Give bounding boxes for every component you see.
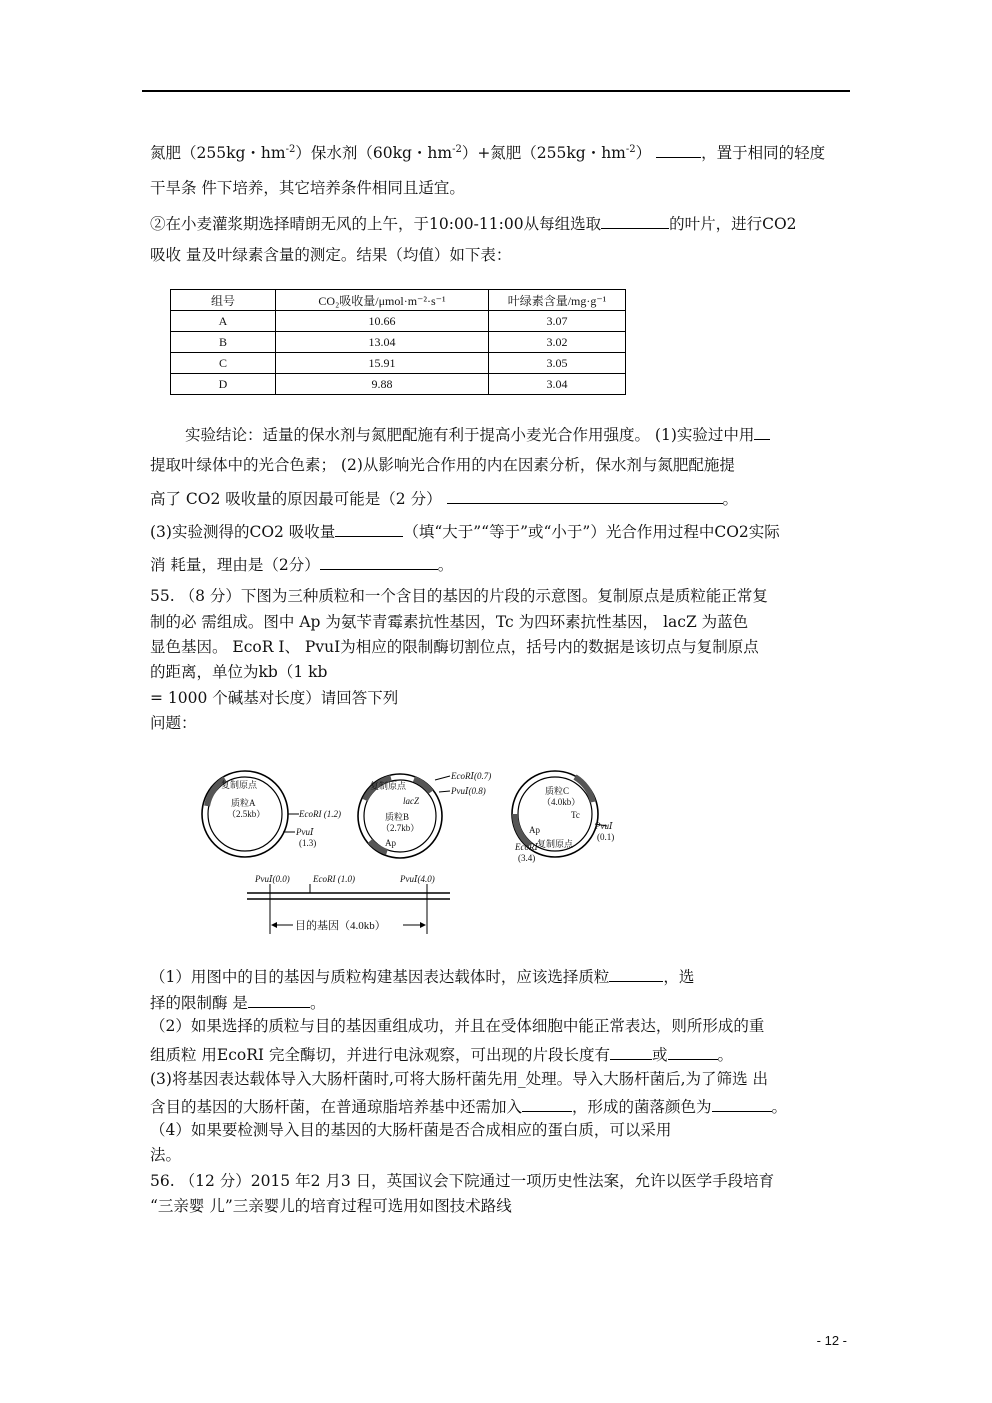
plasmid-b [358, 771, 491, 858]
table-header: 组号 [171, 290, 276, 311]
plasmid-c-ecori-pos: (3.4) [518, 853, 536, 863]
answer-blank[interactable] [609, 965, 663, 982]
text-line-15: 问题： [150, 714, 197, 732]
table-row: A 10.66 3.07 [171, 311, 626, 332]
gene-ecori: EcoRI (1.0) [313, 874, 355, 884]
text-line-9: 消 耗量，理由是（2分） 。 [150, 553, 453, 575]
text-line-4: 吸收 量及叶绿素含量的测定。结果（均值）如下表： [150, 246, 512, 264]
plasmid-a-pvui: PvuⅠ [296, 827, 314, 837]
plasmid-a-pvui-pos: (1.3) [299, 838, 317, 848]
plasmid-c-ecori: EcoRⅠ [515, 842, 539, 852]
text-line-13: 的距离，单位为kb（1 kb [150, 663, 328, 681]
text-line-5: 实验结论：适量的保水剂与氮肥配施有利于提高小麦光合作用强度。 (1)实验过中用 [185, 423, 770, 445]
table-header: 叶绿素含量/mg·g⁻¹ [489, 290, 626, 311]
answer-blank[interactable] [447, 487, 723, 504]
plasmid-c-size: （4.0kb） [542, 797, 581, 807]
answer-blank[interactable] [754, 423, 770, 440]
question-55-1: （1）用图中的目的基因与质粒构建基因表达载体时，应该选择质粒 ，选 [150, 965, 694, 987]
plasmid-a-ecori: EcoRI (1.2) [299, 809, 341, 819]
text-line-14: = 1000 个碱基对长度）请回答下列 [150, 689, 399, 707]
plasmid-a-name: 质粒A [231, 798, 256, 808]
text-line-1: 氮肥（255kg・$hm^{-2}$）保水剂（60kg・$hm^{-2})+$氮肥（255kg・$hm^{-2}$） ，置于相同的轻度 [150, 140, 825, 163]
answer-blank[interactable] [601, 212, 669, 229]
text-line-12: 显色基因。 EcoR Ⅰ、 PvuⅠ为相应的限制酶切割位点，括号内的数据是该切点与复制原点 [150, 638, 759, 656]
question-56-intro: 56. （12 分）2015 年2 月3 日，英国议会下院通过一项历史性法案，允许以医学手段培育 [150, 1172, 775, 1190]
text-line-3: ②在小麦灌浆期选择晴朗无风的上午，于10:00-11:00从每组选取 的叶片，进行CO2 [150, 212, 797, 234]
question-55-2: （2）如果选择的质粒与目的基因重组成功，并且在受体细胞中能正常表达，则所形成的重 [150, 1017, 765, 1035]
answer-blank[interactable] [522, 1095, 572, 1112]
question-55-1-cont: 择的限制酶 是 。 [150, 991, 325, 1013]
answer-blank[interactable] [712, 1095, 772, 1112]
table-row: C 15.91 3.05 [171, 353, 626, 374]
gene-pvui-end: PvuⅠ(4.0) [400, 874, 435, 884]
plasmid-c-name: 质粒C [545, 786, 570, 796]
text-line-2: 干旱条 件下培养，其它培养条件相同且适宜。 [150, 179, 465, 197]
table-row: D 9.88 3.04 [171, 374, 626, 395]
plasmid-b-pvui: PvuⅠ(0.8) [451, 786, 486, 796]
question-55-3-cont: 含目的基因的大肠杆菌，在普通琼脂培养基中还需加入 ，形成的菌落颜色为 。 [150, 1095, 787, 1117]
text-line-7: 高了 CO2 吸收量的原因最可能是（2 分） 。 [150, 487, 738, 509]
question-55-4-cont: 法。 [150, 1146, 182, 1164]
plasmid-diagram [195, 762, 635, 942]
question-55-3: (3)将基因表达载体导入大肠杆菌时,可将大肠杆菌先用_处理。导入大肠杆菌后,为了筛选 出 [150, 1070, 768, 1088]
answer-blank[interactable] [610, 1043, 652, 1060]
plasmid-b-ap: Ap [385, 838, 396, 848]
question-56-cont: “三亲婴 儿”三亲婴儿的培育过程可选用如图技术路线 [150, 1197, 512, 1215]
plasmid-c-pvui: PvuⅠ [595, 821, 613, 831]
text-line-11: 制的必 需组成。图中 Ap 为氨苄青霉素抗性基因，Tc 为四环素抗性基因， lacZ 为蓝色 [150, 613, 749, 631]
text-line-6: 提取叶绿体中的光合色素； (2)从影响光合作用的内在因素分析，保水剂与氮肥配施提 [150, 456, 735, 474]
results-table [170, 289, 626, 395]
target-gene-fragment [247, 874, 450, 934]
plasmid-c-pvui-pos: (0.1) [597, 832, 615, 842]
question-55-intro: 55. （8 分）下图为三种质粒和一个含目的基因的片段的示意图。复制原点是质粒能正常复 [150, 587, 768, 605]
answer-blank[interactable] [656, 141, 701, 158]
answer-blank[interactable] [320, 553, 438, 570]
header-rule [142, 90, 850, 92]
answer-blank[interactable] [335, 520, 403, 537]
plasmid-a-size: （2.5kb） [227, 809, 266, 819]
plasmid-c [512, 771, 614, 863]
question-55-2-cont: 组质粒 用EcoRI 完全酶切，并进行电泳观察，可出现的片段长度有 或 。 [150, 1043, 733, 1065]
plasmid-b-size: （2.7kb） [381, 823, 420, 833]
plasmid-b-lacz: lacZ [403, 796, 420, 806]
plasmid-b-ori: 复制原点 [370, 781, 407, 791]
plasmid-c-ori: 复制原点 [537, 839, 574, 849]
plasmid-b-ecori: EcoRⅠ(0.7) [451, 771, 492, 781]
table-row: B 13.04 3.02 [171, 332, 626, 353]
table-header: CO₂吸收量/μmol·m⁻²·s⁻¹ [276, 290, 489, 311]
plasmid-a [202, 771, 341, 857]
plasmid-b-name: 质粒B [385, 812, 410, 822]
question-55-4: （4）如果要检测导入目的基因的大肠杆菌是否合成相应的蛋白质，可以采用 [150, 1121, 672, 1139]
gene-length-label: 目的基因（4.0kb） [295, 920, 386, 932]
answer-blank[interactable] [668, 1043, 718, 1060]
gene-pvui-start: PvuⅠ(0.0) [255, 874, 290, 884]
plasmid-a-ori: 复制原点 [221, 780, 258, 790]
plasmid-c-tc: Tc [571, 810, 580, 820]
text-line-8: (3)实验测得的CO2 吸收量 （填“大于”“等于”或“小于”）光合作用过程中CO2实际 [150, 520, 780, 542]
plasmid-c-ap: Ap [529, 825, 540, 835]
answer-blank[interactable] [248, 991, 310, 1008]
page-number: - 12 - [816, 1333, 847, 1348]
